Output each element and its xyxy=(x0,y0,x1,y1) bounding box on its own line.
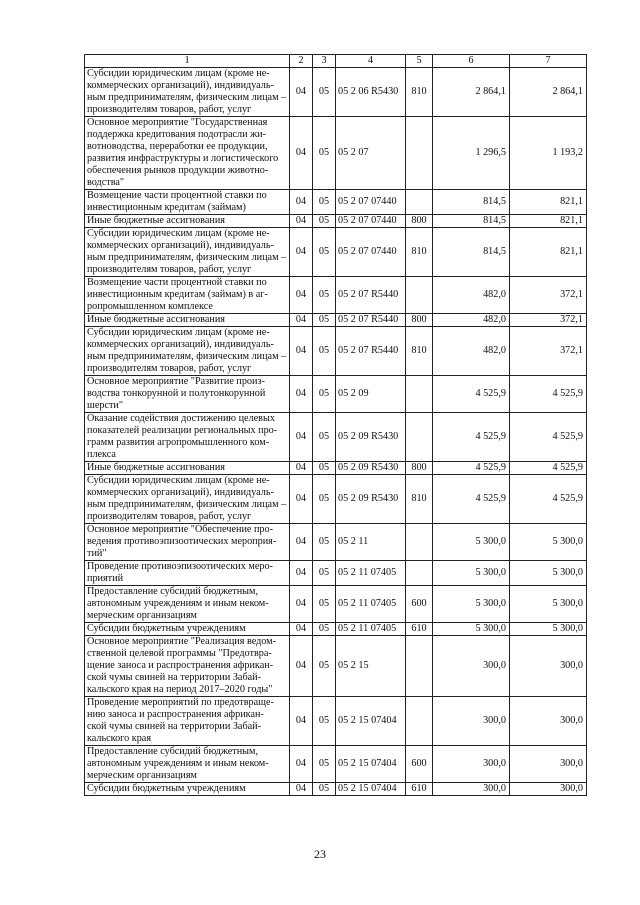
amount-year1-cell: 300,0 xyxy=(433,746,510,783)
table-row xyxy=(85,228,587,277)
header-cell: 6 xyxy=(433,55,510,68)
expense-type-cell: 810 xyxy=(406,68,433,117)
amount-year2-cell: 372,1 xyxy=(510,277,587,314)
amount-year2-cell: 821,1 xyxy=(510,215,587,228)
table-row xyxy=(85,376,587,413)
amount-year1-cell: 814,5 xyxy=(433,190,510,215)
expense-type-cell: 810 xyxy=(406,327,433,376)
header-cell: 2 xyxy=(290,55,313,68)
subsection-code-cell: 05 xyxy=(313,190,336,215)
amount-year2-cell: 4 525,9 xyxy=(510,475,587,524)
table-row xyxy=(85,524,587,561)
table-row xyxy=(85,413,587,462)
amount-year2-cell: 300,0 xyxy=(510,783,587,796)
amount-year2-cell: 4 525,9 xyxy=(510,413,587,462)
amount-year1-cell: 5 300,0 xyxy=(433,623,510,636)
subsection-code-cell: 05 xyxy=(313,697,336,746)
target-article-cell: 05 2 15 07404 xyxy=(336,746,406,783)
amount-year2-cell: 372,1 xyxy=(510,314,587,327)
amount-year1-cell: 482,0 xyxy=(433,327,510,376)
row-name-cell: Возмещение части процентной ставки по инвестиционным кредитам (займам) в аг- ропромышленном комплексе xyxy=(85,277,290,314)
section-code-cell: 04 xyxy=(290,413,313,462)
section-code-cell: 04 xyxy=(290,68,313,117)
expense-type-cell: 800 xyxy=(406,314,433,327)
row-name-cell: Субсидии бюджетным учреждениям xyxy=(85,783,290,796)
target-article-cell: 05 2 07 R5440 xyxy=(336,327,406,376)
section-code-cell: 04 xyxy=(290,462,313,475)
subsection-code-cell: 05 xyxy=(313,228,336,277)
table-row xyxy=(85,697,587,746)
amount-year1-cell: 300,0 xyxy=(433,636,510,697)
target-article-cell: 05 2 15 xyxy=(336,636,406,697)
amount-year1-cell: 814,5 xyxy=(433,215,510,228)
expense-type-cell: 810 xyxy=(406,228,433,277)
expense-type-cell: 610 xyxy=(406,623,433,636)
section-code-cell: 04 xyxy=(290,586,313,623)
table-row xyxy=(85,190,587,215)
table-row xyxy=(85,475,587,524)
amount-year1-cell: 5 300,0 xyxy=(433,586,510,623)
subsection-code-cell: 05 xyxy=(313,314,336,327)
target-article-cell: 05 2 11 07405 xyxy=(336,586,406,623)
section-code-cell: 04 xyxy=(290,746,313,783)
amount-year1-cell: 300,0 xyxy=(433,783,510,796)
target-article-cell: 05 2 11 07405 xyxy=(336,623,406,636)
target-article-cell: 05 2 15 07404 xyxy=(336,697,406,746)
section-code-cell: 04 xyxy=(290,524,313,561)
table-row xyxy=(85,586,587,623)
amount-year2-cell: 821,1 xyxy=(510,190,587,215)
subsection-code-cell: 05 xyxy=(313,117,336,190)
subsection-code-cell: 05 xyxy=(313,623,336,636)
amount-year1-cell: 5 300,0 xyxy=(433,561,510,586)
amount-year1-cell: 4 525,9 xyxy=(433,462,510,475)
expense-type-cell: 600 xyxy=(406,586,433,623)
expense-type-cell xyxy=(406,524,433,561)
expense-type-cell xyxy=(406,561,433,586)
amount-year2-cell: 2 864,1 xyxy=(510,68,587,117)
section-code-cell: 04 xyxy=(290,277,313,314)
amount-year1-cell: 1 296,5 xyxy=(433,117,510,190)
table-header-row xyxy=(85,55,587,68)
amount-year2-cell: 372,1 xyxy=(510,327,587,376)
row-name-cell: Субсидии бюджетным учреждениям xyxy=(85,623,290,636)
expense-type-cell xyxy=(406,277,433,314)
table-row xyxy=(85,215,587,228)
amount-year2-cell: 5 300,0 xyxy=(510,524,587,561)
table-row xyxy=(85,746,587,783)
table-row xyxy=(85,117,587,190)
table-row xyxy=(85,68,587,117)
header-cell: 3 xyxy=(313,55,336,68)
expense-type-cell xyxy=(406,697,433,746)
amount-year1-cell: 2 864,1 xyxy=(433,68,510,117)
row-name-cell: Основное мероприятие "Государственная поддержка кредитования подотрасли жи- вотноводства, переработки ее продукции, развития инфраструктуры и логистического обеспечения рынков продукции животно- водства" xyxy=(85,117,290,190)
amount-year1-cell: 482,0 xyxy=(433,277,510,314)
subsection-code-cell: 05 xyxy=(313,524,336,561)
table-row xyxy=(85,623,587,636)
header-cell: 7 xyxy=(510,55,587,68)
row-name-cell: Оказание содействия достижению целевых показателей реализации региональных про- грамм развития агропромышленного ком- плекса xyxy=(85,413,290,462)
section-code-cell: 04 xyxy=(290,190,313,215)
amount-year1-cell: 5 300,0 xyxy=(433,524,510,561)
expense-type-cell xyxy=(406,376,433,413)
subsection-code-cell: 05 xyxy=(313,327,336,376)
section-code-cell: 04 xyxy=(290,475,313,524)
amount-year2-cell: 5 300,0 xyxy=(510,561,587,586)
target-article-cell: 05 2 09 R5430 xyxy=(336,413,406,462)
header-cell: 4 xyxy=(336,55,406,68)
target-article-cell: 05 2 07 xyxy=(336,117,406,190)
table-row xyxy=(85,783,587,796)
amount-year1-cell: 4 525,9 xyxy=(433,376,510,413)
row-name-cell: Субсидии юридическим лицам (кроме не- коммерческих организаций), индивидуаль- ным предпринимателям, физическим лицам – производителям товаров, работ, услуг xyxy=(85,475,290,524)
target-article-cell: 05 2 07 R5440 xyxy=(336,314,406,327)
target-article-cell: 05 2 07 07440 xyxy=(336,228,406,277)
subsection-code-cell: 05 xyxy=(313,783,336,796)
target-article-cell: 05 2 06 R5430 xyxy=(336,68,406,117)
row-name-cell: Иные бюджетные ассигнования xyxy=(85,215,290,228)
section-code-cell: 04 xyxy=(290,215,313,228)
row-name-cell: Основное мероприятие "Развитие произ- водства тонкорунной и полутонкорунной шерсти" xyxy=(85,376,290,413)
row-name-cell: Проведение мероприятий по предотвраще- нию заноса и распространения африкан- ской чумы свиней на территории Забай- кальского края xyxy=(85,697,290,746)
amount-year2-cell: 300,0 xyxy=(510,746,587,783)
subsection-code-cell: 05 xyxy=(313,215,336,228)
table-row xyxy=(85,277,587,314)
target-article-cell: 05 2 09 xyxy=(336,376,406,413)
subsection-code-cell: 05 xyxy=(313,586,336,623)
section-code-cell: 04 xyxy=(290,561,313,586)
row-name-cell: Субсидии юридическим лицам (кроме не- коммерческих организаций), индивидуаль- ным предпринимателям, физическим лицам – производителям товаров, работ, услуг xyxy=(85,68,290,117)
header-cell: 5 xyxy=(406,55,433,68)
section-code-cell: 04 xyxy=(290,636,313,697)
amount-year1-cell: 300,0 xyxy=(433,697,510,746)
section-code-cell: 04 xyxy=(290,228,313,277)
amount-year1-cell: 4 525,9 xyxy=(433,413,510,462)
section-code-cell: 04 xyxy=(290,327,313,376)
table-row xyxy=(85,314,587,327)
subsection-code-cell: 05 xyxy=(313,561,336,586)
row-name-cell: Иные бюджетные ассигнования xyxy=(85,462,290,475)
row-name-cell: Возмещение части процентной ставки по инвестиционным кредитам (займам) xyxy=(85,190,290,215)
row-name-cell: Предоставление субсидий бюджетным, автономным учреждениям и иным неком- мерческим организациям xyxy=(85,746,290,783)
amount-year2-cell: 5 300,0 xyxy=(510,623,587,636)
section-code-cell: 04 xyxy=(290,783,313,796)
amount-year1-cell: 482,0 xyxy=(433,314,510,327)
section-code-cell: 04 xyxy=(290,314,313,327)
section-code-cell: 04 xyxy=(290,376,313,413)
expense-type-cell xyxy=(406,413,433,462)
amount-year2-cell: 300,0 xyxy=(510,697,587,746)
target-article-cell: 05 2 07 07440 xyxy=(336,215,406,228)
subsection-code-cell: 05 xyxy=(313,746,336,783)
row-name-cell: Субсидии юридическим лицам (кроме не- коммерческих организаций), индивидуаль- ным предпринимателям, физическим лицам – производителям товаров, работ, услуг xyxy=(85,228,290,277)
target-article-cell: 05 2 09 R5430 xyxy=(336,475,406,524)
target-article-cell: 05 2 07 07440 xyxy=(336,190,406,215)
target-article-cell: 05 2 11 07405 xyxy=(336,561,406,586)
row-name-cell: Проведение противоэпизоотических меро- приятий xyxy=(85,561,290,586)
subsection-code-cell: 05 xyxy=(313,475,336,524)
section-code-cell: 04 xyxy=(290,117,313,190)
table-row xyxy=(85,462,587,475)
expense-type-cell: 600 xyxy=(406,746,433,783)
subsection-code-cell: 05 xyxy=(313,376,336,413)
table-row xyxy=(85,561,587,586)
amount-year2-cell: 4 525,9 xyxy=(510,376,587,413)
budget-table xyxy=(84,54,587,796)
expense-type-cell xyxy=(406,117,433,190)
expense-type-cell: 800 xyxy=(406,215,433,228)
amount-year2-cell: 5 300,0 xyxy=(510,586,587,623)
row-name-cell: Субсидии юридическим лицам (кроме не- коммерческих организаций), индивидуаль- ным предпринимателям, физическим лицам – производителям товаров, работ, услуг xyxy=(85,327,290,376)
amount-year1-cell: 4 525,9 xyxy=(433,475,510,524)
expense-type-cell xyxy=(406,190,433,215)
amount-year2-cell: 300,0 xyxy=(510,636,587,697)
row-name-cell: Иные бюджетные ассигнования xyxy=(85,314,290,327)
table-row xyxy=(85,327,587,376)
subsection-code-cell: 05 xyxy=(313,413,336,462)
section-code-cell: 04 xyxy=(290,623,313,636)
amount-year2-cell: 821,1 xyxy=(510,228,587,277)
expense-type-cell: 800 xyxy=(406,462,433,475)
expense-type-cell: 810 xyxy=(406,475,433,524)
target-article-cell: 05 2 09 R5430 xyxy=(336,462,406,475)
expense-type-cell xyxy=(406,636,433,697)
subsection-code-cell: 05 xyxy=(313,68,336,117)
row-name-cell: Предоставление субсидий бюджетным, автономным учреждениям и иным неком- мерческим организациям xyxy=(85,586,290,623)
expense-type-cell: 610 xyxy=(406,783,433,796)
row-name-cell: Основное мероприятие "Обеспечение про- ведения противоэпизоотических мероприя- тий" xyxy=(85,524,290,561)
subsection-code-cell: 05 xyxy=(313,636,336,697)
header-cell: 1 xyxy=(85,55,290,68)
amount-year1-cell: 814,5 xyxy=(433,228,510,277)
target-article-cell: 05 2 15 07404 xyxy=(336,783,406,796)
amount-year2-cell: 4 525,9 xyxy=(510,462,587,475)
subsection-code-cell: 05 xyxy=(313,277,336,314)
row-name-cell: Основное мероприятие "Реализация ведом- ственной целевой программы "Предотвра- щение заноса и распространения африкан- ской чумы свиней на территории Забай- кальского края на период 2017–2020 годы" xyxy=(85,636,290,697)
section-code-cell: 04 xyxy=(290,697,313,746)
target-article-cell: 05 2 07 R5440 xyxy=(336,277,406,314)
amount-year2-cell: 1 193,2 xyxy=(510,117,587,190)
subsection-code-cell: 05 xyxy=(313,462,336,475)
target-article-cell: 05 2 11 xyxy=(336,524,406,561)
page-number: 23 xyxy=(314,847,326,861)
table-row xyxy=(85,636,587,697)
